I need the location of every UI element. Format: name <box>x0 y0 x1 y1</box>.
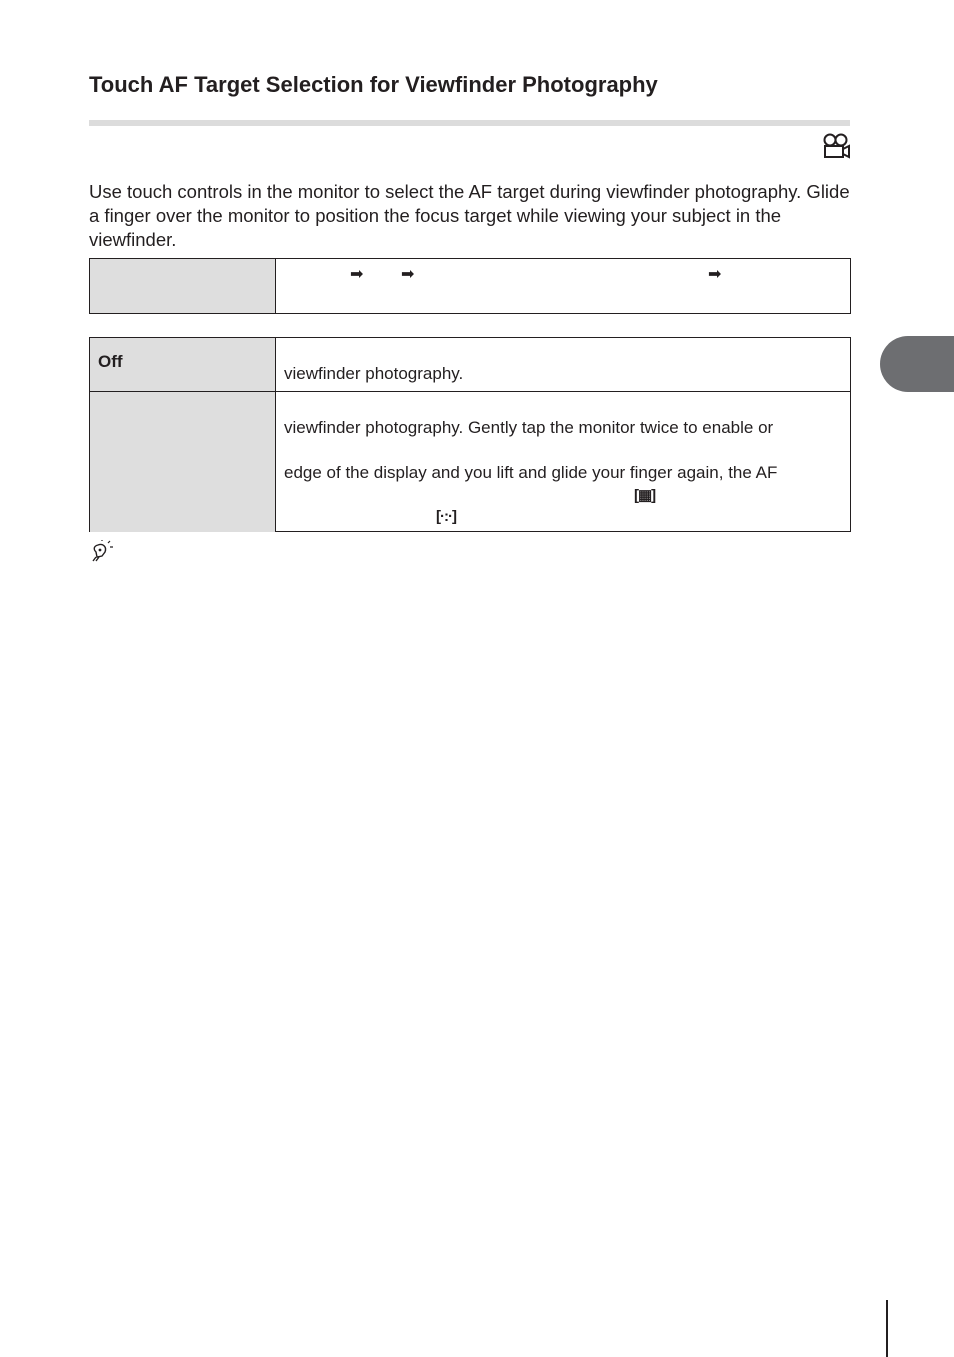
option-row-on <box>90 391 850 532</box>
option-row-off <box>90 338 850 391</box>
af-target-all-icon: [▦] <box>634 487 656 504</box>
options-table <box>89 337 851 532</box>
description-line: viewfinder photography. Gently tap the monitor twice to enable or <box>284 418 774 437</box>
menu-path-value <box>276 259 850 313</box>
af-target-single-icon: [·:·] <box>436 508 456 525</box>
menu-path-table <box>89 258 851 314</box>
movie-camera-icon <box>820 132 852 160</box>
chapter-side-tab <box>880 336 954 392</box>
option-label: Off <box>90 338 276 391</box>
arrow-right-icon: ➡ <box>708 266 722 283</box>
menu-path-row <box>90 259 850 313</box>
page-edge-line <box>886 1300 888 1357</box>
tip-bulb-icon <box>89 540 115 564</box>
arrow-right-icon: ➡ <box>350 266 364 283</box>
option-label <box>90 392 276 532</box>
intro-paragraph: Use touch controls in the monitor to select the AF target during viewfinder photography. Glide a finger over the monitor to position the focus target while viewing your subject in the viewfinder. <box>89 181 850 250</box>
option-description <box>276 338 850 391</box>
arrow-right-icon: ➡ <box>401 266 415 283</box>
title-rule <box>89 120 850 126</box>
menu-path-label <box>90 259 276 313</box>
option-description <box>276 392 850 532</box>
page-title: Touch AF Target Selection for Viewfinder Photography <box>89 72 658 97</box>
description-line: viewfinder photography. <box>284 364 464 383</box>
description-line: edge of the display and you lift and glide your finger again, the AF <box>284 463 778 482</box>
